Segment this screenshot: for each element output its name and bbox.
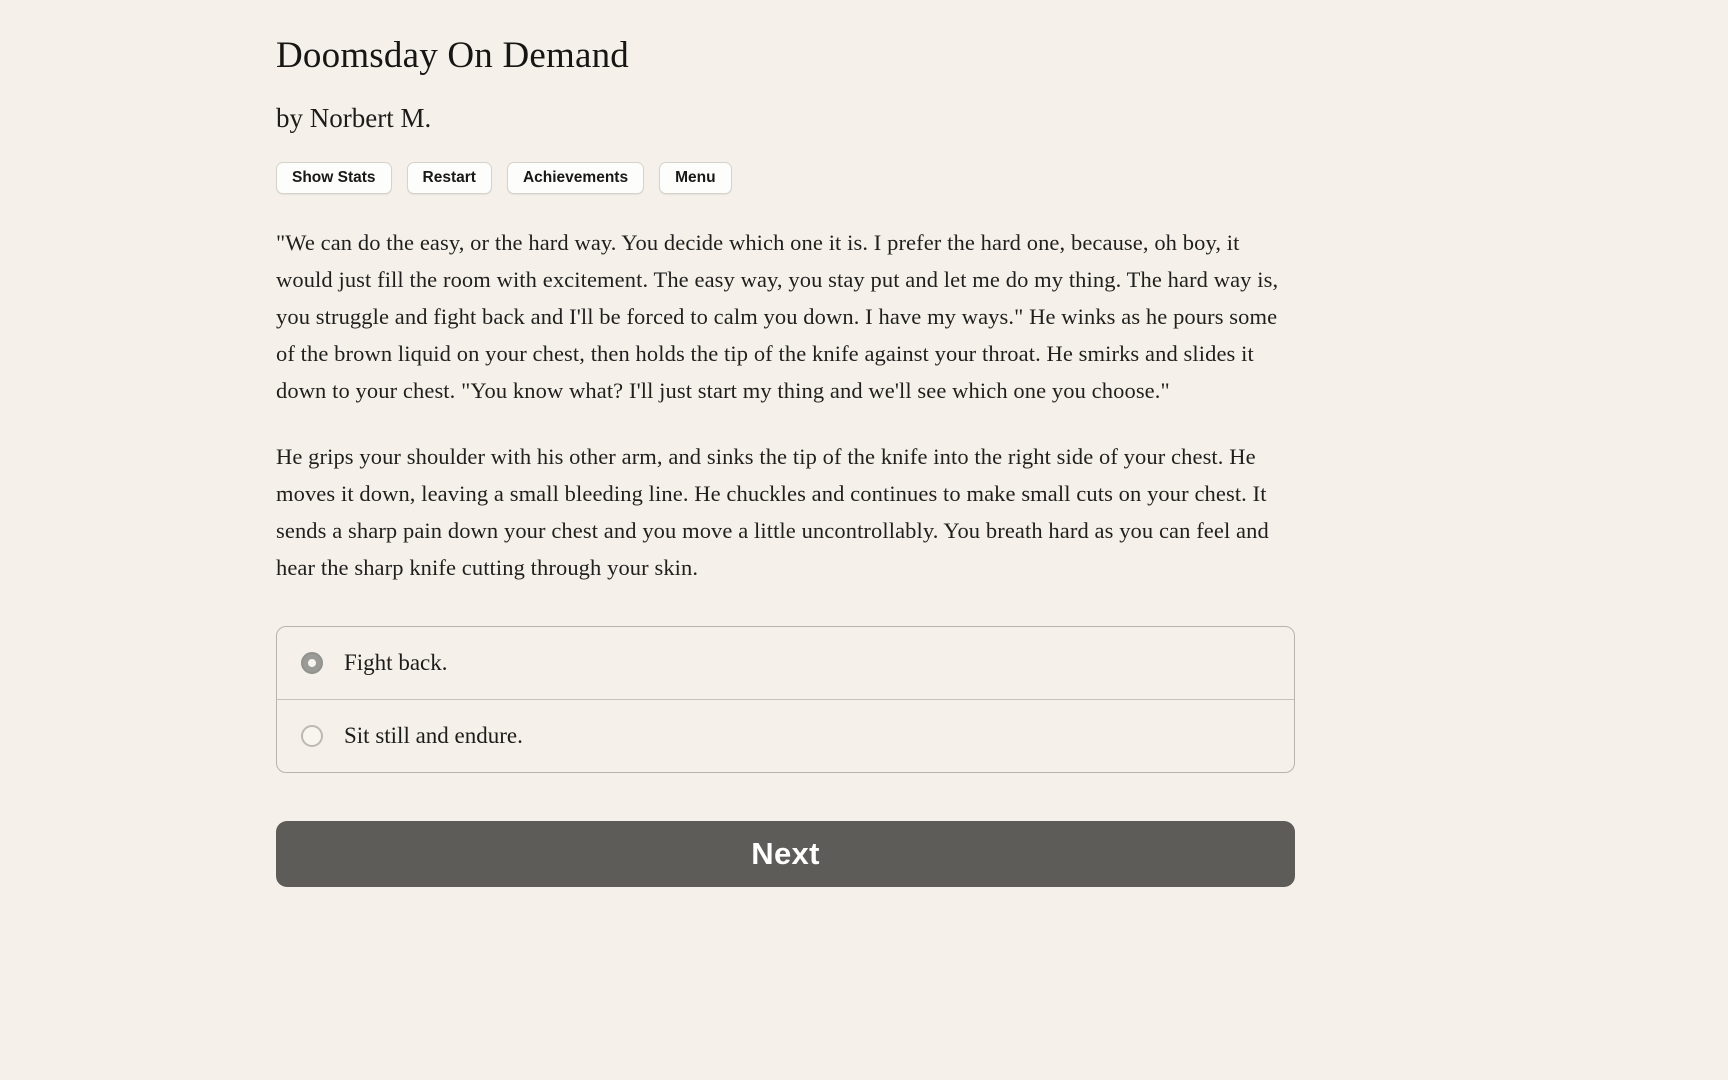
story-paragraph: "We can do the easy, or the hard way. You decide which one it is. I prefer the hard one, because, oh boy, it would just fill the room with excitement. The easy way, you stay put and let me do my thing. The hard way is, you struggle and fight back and I'll be forced to calm you down. I have my ways." He winks as he pours some of the brown liquid on your chest, then holds the tip of the knife against your throat. He smirks and slides it down to your chest. "You know what? I'll just start my thing and we'll see which one you choose." (276, 230, 1279, 403)
restart-button[interactable]: Restart (407, 162, 492, 194)
choice-label: Fight back. (344, 650, 448, 675)
show-stats-button[interactable]: Show Stats (276, 162, 392, 194)
page-content (276, 0, 1295, 887)
radio-unselected-icon[interactable] (301, 725, 323, 747)
menu-button[interactable]: Menu (659, 162, 731, 194)
toolbar (276, 162, 1295, 194)
choice-option-fight-back[interactable] (277, 627, 1294, 699)
achievements-button[interactable]: Achievements (507, 162, 644, 194)
story-paragraph: He grips your shoulder with his other arm, and sinks the tip of the knife into the right side of your chest. He moves it down, leaving a small bleeding line. He chuckles and continues to make small cuts on your chest. It sends a sharp pain down your chest and you move a little uncontrollably. You breath hard as you can feel and hear the sharp knife cutting through your skin. (276, 444, 1269, 580)
choice-option-sit-still[interactable] (277, 699, 1294, 772)
author-byline: by Norbert M. (276, 103, 432, 133)
choice-label: Sit still and endure. (344, 723, 523, 748)
choice-group (276, 626, 1295, 773)
page-title: Doomsday On Demand (276, 35, 629, 76)
radio-selected-icon[interactable] (301, 652, 323, 674)
next-button[interactable]: Next (276, 821, 1295, 887)
story-text (276, 224, 1295, 586)
